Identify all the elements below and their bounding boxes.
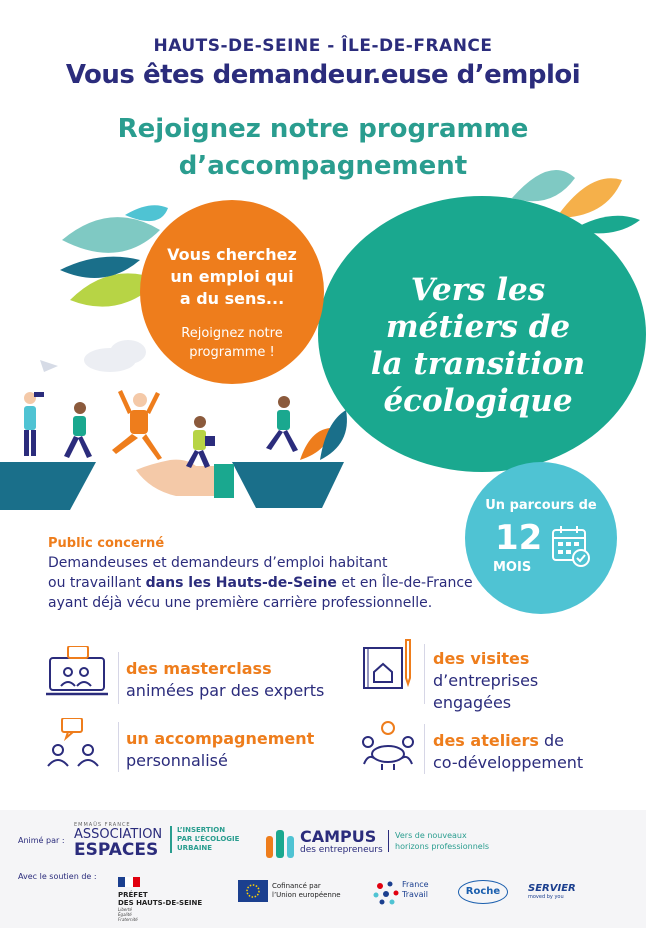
feature-masterclass (126, 658, 324, 702)
open-hand-icon (136, 460, 234, 498)
feature-divider (424, 644, 425, 704)
green-line-4: écologique (383, 383, 573, 419)
feature-masterclass-title: des masterclass (126, 659, 272, 678)
people-chat-icon (46, 718, 102, 768)
campus-sub: des entrepreneurs (300, 845, 383, 855)
orange-cta (140, 324, 324, 362)
subtitle-line-2: d’accompagnement (178, 151, 468, 181)
orange-cta-line-1: Rejoignez notre (181, 326, 283, 341)
public-line-2 (48, 573, 478, 593)
prefet-logo (118, 872, 202, 922)
campus-tagline (388, 830, 489, 852)
platform-left-icon (0, 462, 96, 510)
public-line-1: Demandeuses et demandeurs d’emploi habitant (48, 555, 388, 571)
feature-divider (118, 652, 119, 704)
public-line-3: ayant déjà vécu une première carrière professionnelle. (48, 595, 433, 611)
espaces-tag-3: URBAINE (177, 844, 213, 852)
duration-badge (465, 462, 617, 614)
person-binoculars-icon (24, 392, 44, 456)
orange-q-line-1: Vous cherchez (167, 245, 297, 264)
paper-plane-icon (40, 360, 58, 372)
orange-q-line-2: un emploi qui (170, 267, 294, 286)
espaces-tag-1: L’INSERTION (177, 826, 226, 834)
public-line-2-c: et en Île-de-France (336, 575, 473, 591)
campus-tag-1: Vers de nouveaux (395, 831, 467, 840)
feature-visites (433, 648, 538, 714)
green-line-2: métiers de (385, 309, 571, 345)
prefet-line-2: DES HAUTS-DE-SEINE (118, 899, 203, 907)
france-travail-text (402, 880, 429, 900)
public-line-2-bold: dans les Hauts-de-Seine (145, 575, 337, 591)
feature-ateliers-title-row (433, 730, 583, 752)
feature-visites-title: des visites (433, 649, 530, 668)
green-line-1: Vers les (410, 272, 546, 308)
public-description (48, 553, 478, 613)
region-label: HAUTS-DE-SEINE - ÎLE-DE-FRANCE (153, 36, 493, 56)
prefet-motto-1: Liberté (118, 907, 133, 912)
laptop-meeting-icon (46, 646, 108, 698)
duration-number: 12 (495, 518, 543, 558)
campus-logo-icon (264, 828, 296, 858)
france-travail-line-1: France (402, 880, 429, 889)
campus-tag-2: horizons professionnels (395, 842, 490, 851)
round-table-icon (360, 720, 416, 772)
feature-ateliers (433, 730, 583, 774)
green-bubble-text (318, 272, 638, 420)
campus-logo (300, 828, 383, 855)
orange-bubble (140, 200, 324, 384)
page-title: Vous êtes demandeur.euse d’emploi (65, 60, 581, 90)
calendar-icon (551, 524, 591, 568)
france-travail-line-2: Travail (402, 890, 428, 899)
prefet-motto-3: Fraternité (118, 917, 138, 922)
feature-divider (424, 724, 425, 774)
green-bubble (318, 196, 646, 472)
feature-ateliers-title: des ateliers (433, 731, 539, 750)
subtitle-line-1: Rejoignez notre programme (117, 114, 529, 144)
eu-flag-icon (238, 880, 268, 902)
soutien-label: Avec le soutien de : (18, 872, 97, 881)
person-jumping-icon (112, 390, 162, 460)
espaces-tag-2: PAR L’ÉCOLOGIE (177, 835, 240, 843)
anime-par-label: Animé par : (18, 836, 65, 845)
public-line-2-a: ou travaillant (48, 575, 146, 591)
feature-accompagnement-sub: personnalisé (126, 751, 228, 770)
prefet-motto-2: Égalité (118, 912, 132, 917)
feature-accompagnement-title: un accompagnement (126, 729, 315, 748)
person-carrying-icon (186, 416, 215, 468)
orange-cta-line-2: programme ! (189, 345, 275, 360)
public-label: Public concerné (48, 536, 165, 551)
espaces-top: EMMAÜS FRANCE (74, 822, 131, 828)
duration-unit: MOIS (493, 560, 532, 575)
person-running-icon (266, 396, 298, 452)
eu-line-1: Cofinancé par (272, 882, 321, 890)
roche-logo: Roche (458, 880, 508, 904)
person-walking-icon (64, 402, 92, 458)
feature-ateliers-title-rest: de (538, 731, 565, 750)
french-flag-icon (118, 877, 140, 887)
feature-visites-sub2: engagées (433, 693, 512, 712)
servier-logo (528, 883, 576, 900)
feature-masterclass-sub: animées par des experts (126, 681, 325, 700)
orange-question (140, 244, 324, 310)
espaces-line-1: ASSOCIATION (74, 827, 163, 842)
espaces-logo (74, 822, 163, 860)
green-line-3: la transition (370, 346, 586, 382)
prefet-line-1: PRÉFET (118, 891, 148, 899)
france-travail-logo-icon (372, 880, 400, 906)
eu-text (272, 882, 341, 900)
feature-divider (118, 722, 119, 772)
servier-tagline: moved by you (528, 894, 564, 900)
duration-prefix: Un parcours de (485, 498, 597, 513)
espaces-tagline (170, 826, 239, 853)
eu-line-2: l’Union européenne (272, 891, 341, 899)
servier-name: SERVIER (528, 883, 576, 894)
campus-name: CAMPUS (300, 827, 377, 846)
feature-accompagnement (126, 728, 314, 772)
feature-ateliers-sub: co-développement (433, 753, 584, 772)
feature-visites-sub1: d’entreprises (433, 671, 539, 690)
building-plan-icon (362, 638, 414, 692)
espaces-line-2: ESPACES (74, 840, 159, 860)
orange-q-line-3: a du sens... (179, 289, 285, 308)
